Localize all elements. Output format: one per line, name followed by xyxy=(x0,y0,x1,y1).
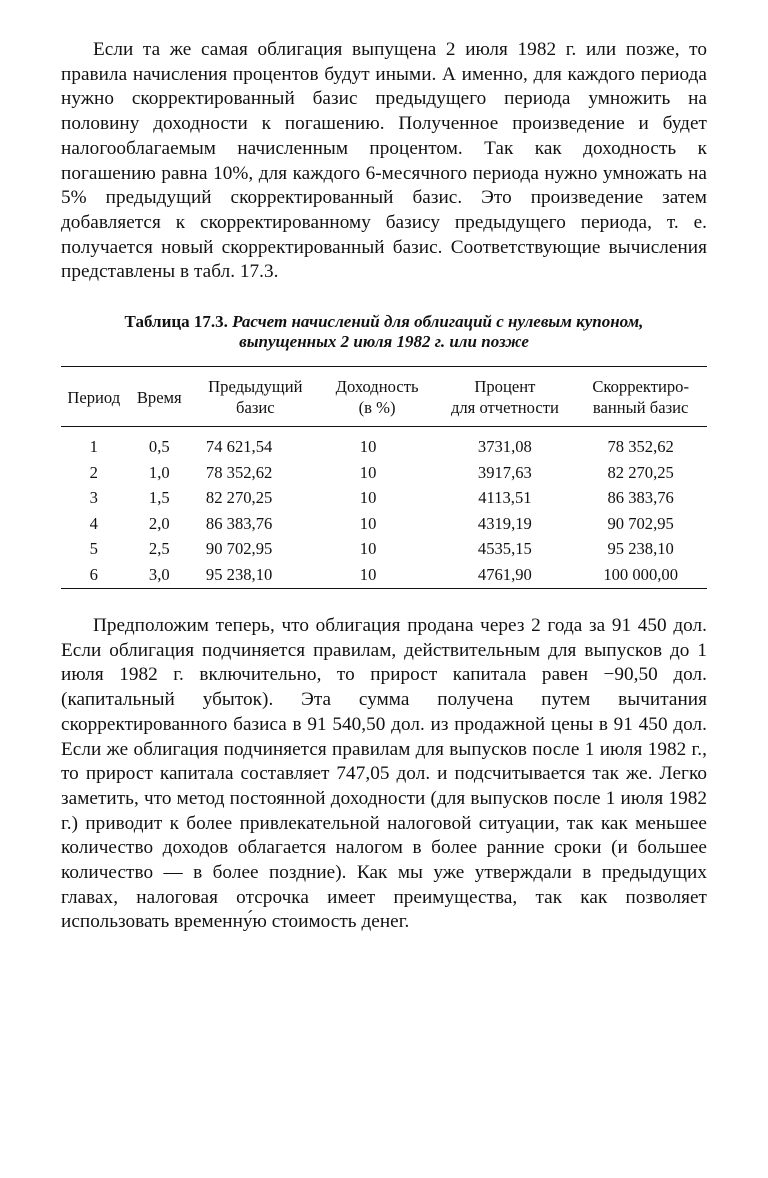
cell-reported-interest: 3731,08 xyxy=(477,437,532,457)
cell-time: 3,0 xyxy=(127,561,192,589)
header-time: Время xyxy=(127,367,192,427)
cell-previous-basis: 90 702,95 xyxy=(205,539,273,559)
table-row xyxy=(61,535,707,561)
cell-reported-interest: 3917,63 xyxy=(477,462,532,482)
cell-adjusted-basis: 95 238,10 xyxy=(607,539,674,559)
table-caption-title-line1: Расчет начислений для облигаций с нулевым купоном, xyxy=(232,312,644,332)
cell-previous-basis: 95 238,10 xyxy=(192,561,319,589)
cell-reported-interest: 4761,90 xyxy=(435,561,574,589)
cell-yield: 10 xyxy=(359,513,377,533)
table-caption-title-line2: выпущенных 2 июля 1982 г. или позже xyxy=(239,332,529,352)
cell-previous-basis: 78 352,62 xyxy=(205,462,273,482)
table-row xyxy=(61,459,707,485)
cell-period: 1 xyxy=(89,437,98,457)
page-content xyxy=(61,38,707,935)
cell-yield: 10 xyxy=(359,488,377,508)
cell-time: 2,5 xyxy=(148,539,170,559)
cell-adjusted-basis: 82 270,25 xyxy=(607,462,674,482)
header-previous-basis: Предыдущий базис xyxy=(192,367,319,427)
cell-time: 0,5 xyxy=(148,437,170,457)
cell-time: 2,0 xyxy=(148,513,170,533)
cell-adjusted-basis: 100 000,00 xyxy=(574,561,707,589)
cell-reported-interest: 4535,15 xyxy=(477,539,532,559)
cell-reported-interest: 4113,51 xyxy=(478,488,532,508)
cell-reported-interest: 4319,19 xyxy=(477,513,532,533)
header-yield: Доходность (в %) xyxy=(319,367,436,427)
cell-time: 1,5 xyxy=(148,488,170,508)
cell-period: 3 xyxy=(89,488,98,508)
paragraph-intro: Если та же самая облигация выпущена 2 июля 1982 г. или позже, то правила начисления процентов будут иными. А именно, для каждого периода нужно скорректированный базис предыдущего периода умножить на половину доходности к погашению. Полученное произведение и будет налогооблагаемым начисленным процентом. Так как доходность к погашению равна 10%, для каждого 6-месячного периода нужно умножать на 5% предыдущий скорректированный базис. Это произведение затем добавляется к скорректированному базису предыдущего периода, т. е. получается новый скорректированный базис. Соответствующие вычисления представлены в табл. 17.3. xyxy=(61,39,707,283)
table-row xyxy=(61,510,707,536)
cell-period: 5 xyxy=(89,539,98,559)
cell-time: 1,0 xyxy=(148,462,170,482)
table-row xyxy=(61,427,707,459)
cell-previous-basis: 74 621,54 xyxy=(205,437,273,457)
cell-period: 4 xyxy=(89,513,98,533)
cell-period: 2 xyxy=(89,462,98,482)
cell-yield: 10 xyxy=(359,462,377,482)
cell-adjusted-basis: 90 702,95 xyxy=(607,513,674,533)
header-period: Период xyxy=(61,367,127,427)
cell-adjusted-basis: 78 352,62 xyxy=(607,437,674,457)
cell-yield: 10 xyxy=(319,561,436,589)
cell-yield: 10 xyxy=(359,437,377,457)
paragraph-sale-example: Предположим теперь, что облигация продана через 2 года за 91 450 дол. Если облигация подчиняется правилам, действительным для выпусков до 1 июля 1982 г. включительно, то прирост капитала равен −90,50 дол. (капитальный убыток). Эта сумма получена путем вычитания скорректированного базиса в 91 540,50 дол. из продажной цены в 91 450 дол. Если же облигация подчиняется правилам для выпусков после 1 июля 1982 г., то прирост капитала составляет 747,05 дол. и подсчитывается так же. Легко заметить, что метод постоянной доходности (для выпусков после 1 июля 1982 г.) приводит к более привлекательной налоговой ситуации, так как меньшее количество доходов облагается налогом в более ранние сроки (и большее количество — в более поздние). Как мы уже утверждали в предыдущих главах, налоговая отсрочка имеет преимущества, так как позволяет использовать временну́ю стоимость денег. xyxy=(61,615,707,933)
header-adjusted-basis: Скорректиро- ванный базис xyxy=(574,367,707,427)
cell-period: 6 xyxy=(61,561,127,589)
table-row xyxy=(61,484,707,510)
header-reported-interest: Процент для отчетности xyxy=(435,367,574,427)
accrual-table xyxy=(61,366,707,589)
cell-adjusted-basis: 86 383,76 xyxy=(607,488,674,508)
table-caption-label: Таблица 17.3. xyxy=(124,312,228,332)
table-caption xyxy=(61,312,707,352)
cell-previous-basis: 82 270,25 xyxy=(205,488,273,508)
cell-previous-basis: 86 383,76 xyxy=(205,513,273,533)
cell-yield: 10 xyxy=(359,539,377,559)
table-header-row xyxy=(61,367,707,427)
table-row xyxy=(61,561,707,589)
